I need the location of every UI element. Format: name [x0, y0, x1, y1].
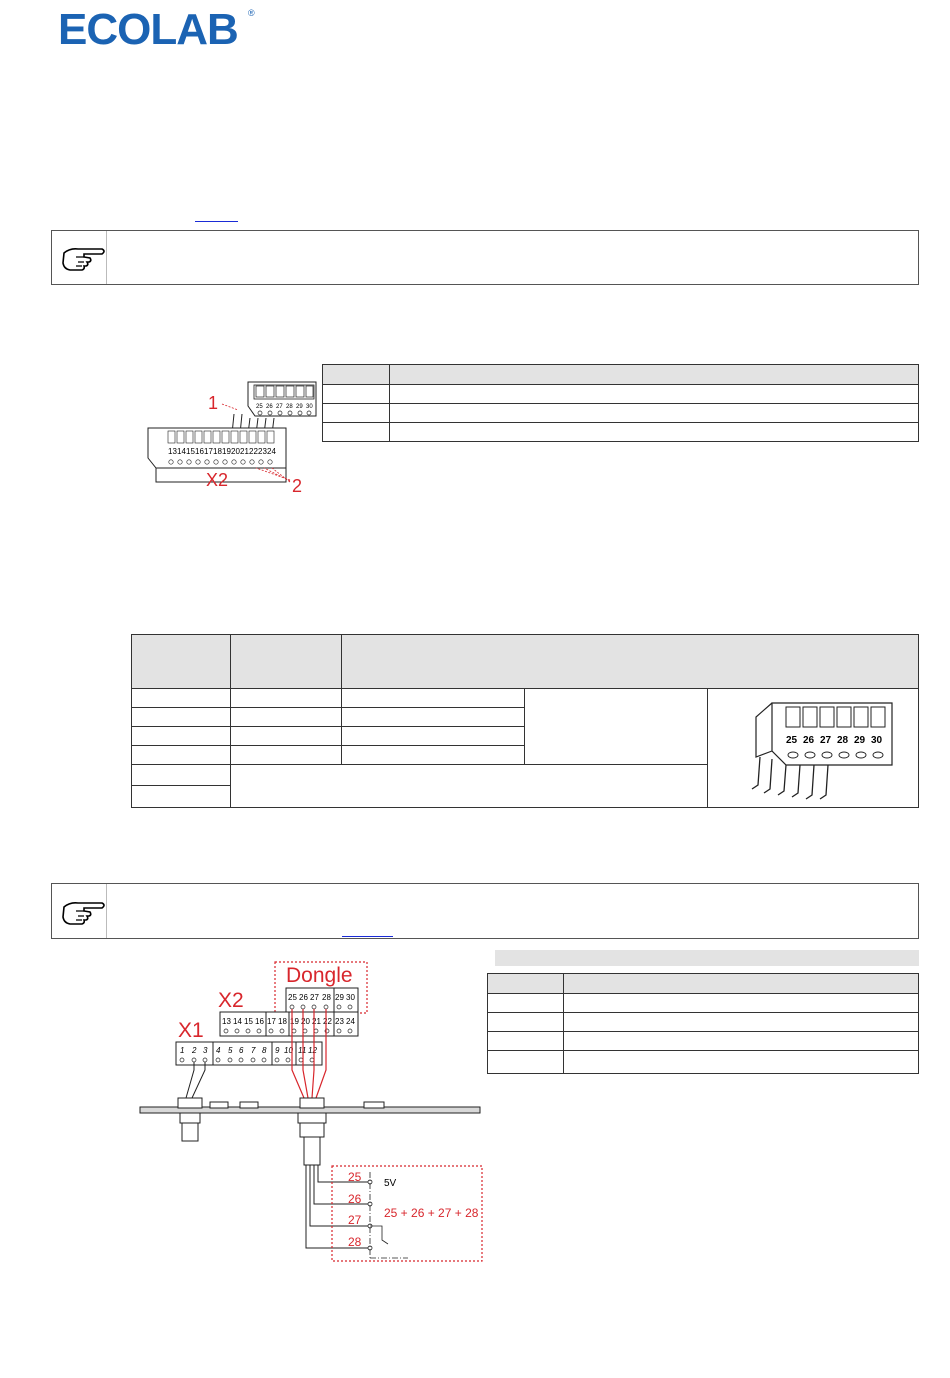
table-row [132, 689, 919, 708]
x1-label: X1 [178, 1019, 204, 1042]
dongle-pin-28: 28 [322, 993, 331, 1002]
table-row [323, 404, 919, 423]
x1-pin-7: 7 [251, 1046, 256, 1055]
callout-1: 1 [208, 393, 219, 413]
x1-pin-3: 3 [203, 1046, 208, 1055]
lower-terminal-24: 24 [267, 447, 276, 456]
x1-pin-9: 9 [275, 1046, 280, 1055]
x2-label: X2 [218, 989, 244, 1012]
wire-label-25: 25 [348, 1170, 362, 1184]
table-row [488, 1051, 919, 1074]
wire-label-28: 28 [348, 1235, 362, 1249]
wire-label-26: 26 [348, 1192, 362, 1206]
upper-terminal-26: 26 [266, 404, 273, 410]
lower-terminal-23: 23 [258, 447, 267, 456]
table-row [323, 423, 919, 442]
logo-text: ECOLAB [58, 6, 238, 48]
x2-pin-24: 24 [346, 1017, 355, 1026]
x2-pin-17: 17 [267, 1017, 276, 1026]
lower-terminal-19: 19 [222, 447, 231, 456]
x2-pin-13: 13 [222, 1017, 231, 1026]
bridge-label: 25 + 26 + 27 + 28 [384, 1206, 479, 1220]
table-header-row [132, 635, 919, 689]
x2-pin-15: 15 [244, 1017, 253, 1026]
dongle-terminal-26: 26 [803, 735, 815, 746]
x1-pin-10: 10 [284, 1046, 293, 1055]
x2-pin-16: 16 [255, 1017, 264, 1026]
dongle-pin-30: 30 [346, 993, 355, 1002]
registered-mark: ® [248, 8, 255, 18]
hyperlink-underline[interactable] [195, 221, 238, 222]
x1-pin-1: 1 [180, 1046, 185, 1055]
dongle-pin-27: 27 [310, 993, 319, 1002]
note-box [51, 883, 919, 939]
dongle-connector-drawing [716, 699, 916, 803]
x2-pin-18: 18 [278, 1017, 287, 1026]
x1-pin-6: 6 [239, 1046, 244, 1055]
x2-pin-23: 23 [335, 1017, 344, 1026]
note-box [51, 230, 919, 285]
x2-pin-21: 21 [312, 1017, 321, 1026]
lower-terminal-17: 17 [204, 447, 213, 456]
table-row [323, 385, 919, 404]
wire-label-27: 27 [348, 1213, 362, 1227]
lower-terminal-15: 15 [186, 447, 195, 456]
lower-terminal-20: 20 [231, 447, 240, 456]
table-row [488, 1032, 919, 1051]
dongle-wiring-diagram [136, 958, 488, 1266]
upper-terminal-30: 30 [306, 404, 313, 410]
dongle-drawing-cell [708, 689, 919, 808]
lower-terminal-21: 21 [240, 447, 249, 456]
x2-connector-drawing [138, 376, 318, 494]
pointing-hand-icon [60, 245, 106, 273]
pointing-hand-icon [60, 899, 106, 927]
x1-pin-4: 4 [216, 1046, 221, 1055]
ecolab-logo [58, 6, 256, 48]
dongle-pin-26: 26 [299, 993, 308, 1002]
table-row [488, 1013, 919, 1032]
table-caption-bar [495, 950, 919, 966]
lower-terminal-22: 22 [249, 447, 258, 456]
x2-pin-19: 19 [290, 1017, 299, 1026]
dongle-wiring-table [487, 973, 919, 1074]
x1-pin-8: 8 [262, 1046, 267, 1055]
lower-terminal-18: 18 [213, 447, 222, 456]
upper-terminal-27: 27 [276, 404, 283, 410]
lower-terminal-13: 13 [168, 447, 177, 456]
dongle-terminal-27: 27 [820, 735, 832, 746]
dongle-terminal-28: 28 [837, 735, 849, 746]
x2-pin-20: 20 [301, 1017, 310, 1026]
x2-pin-14: 14 [233, 1017, 242, 1026]
dongle-terminal-25: 25 [786, 735, 798, 746]
table-header-row [488, 974, 919, 994]
lower-terminal-14: 14 [177, 447, 186, 456]
dongle-pin-29: 29 [335, 993, 344, 1002]
callout-2: 2 [292, 476, 303, 494]
x1-pin-2: 2 [192, 1046, 197, 1055]
upper-terminal-29: 29 [296, 404, 303, 410]
dongle-pin-table [131, 634, 919, 808]
table-header-row [323, 365, 919, 385]
hyperlink-underline[interactable] [342, 936, 393, 937]
dongle-pin-25: 25 [288, 993, 297, 1002]
dongle-terminal-30: 30 [871, 735, 883, 746]
connector-label-x2: X2 [206, 470, 229, 490]
dongle-label: Dongle [286, 964, 353, 987]
dongle-terminal-29: 29 [854, 735, 866, 746]
voltage-label: 5V [384, 1178, 397, 1189]
x1-pin-12: 12 [308, 1046, 317, 1055]
x2-pin-22: 22 [323, 1017, 332, 1026]
upper-terminal-28: 28 [286, 404, 293, 410]
x1-pin-5: 5 [228, 1046, 233, 1055]
table-row [488, 994, 919, 1013]
terminal-table [322, 364, 919, 442]
upper-terminal-25: 25 [256, 404, 263, 410]
x1-pin-11: 11 [298, 1046, 307, 1055]
lower-terminal-16: 16 [195, 447, 204, 456]
